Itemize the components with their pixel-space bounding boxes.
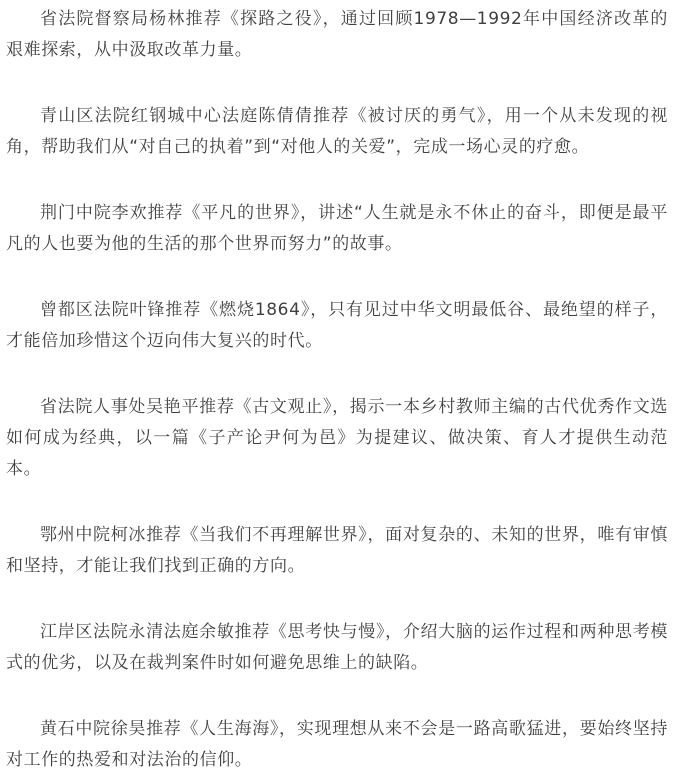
paragraph-6: 鄂州中院柯冰推荐《当我们不再理解世界》，面对复杂的、未知的世界，唯有审慎和坚持，才能让我们找到正确的方向。 — [6, 525, 668, 576]
paragraph-gap — [6, 679, 668, 714]
paragraph-2: 青山区法院红钢城中心法庭陈倩倩推荐《被讨厌的勇气》，用一个从未发现的视角，帮助我们从“对自己的执着”到“对他人的关爱”，完成一场心灵的疗愈。 — [6, 106, 668, 157]
paragraph-1: 省法院督察局杨林推荐《探路之役》，通过回顾1978—1992年中国经济改革的艰难探索，从中汲取改革力量。 — [6, 9, 668, 60]
paragraph-gap — [6, 260, 668, 295]
paragraph-8: 黄石中院徐昊推荐《人生海海》，实现理想从来不会是一路高歌猛进，要始终坚持对工作的热爱和对法治的信仰。 — [6, 719, 668, 770]
paragraph-gap — [6, 485, 668, 520]
paragraph-gap — [6, 582, 668, 617]
paragraph-4: 曾都区法院叶锋推荐《燃烧1864》，只有见过中华文明最低谷、最绝望的样子，才能倍加珍惜这个迈向伟大复兴的时代。 — [6, 300, 668, 351]
paragraph-gap — [6, 66, 668, 101]
paragraph-7: 江岸区法院永清法庭余敏推荐《思考快与慢》，介绍大脑的运作过程和两种思考模式的优劣，以及在裁判案件时如何避免思维上的缺陷。 — [6, 622, 668, 673]
paragraph-5: 省法院人事处吴艳平推荐《古文观止》，揭示一本乡村教师主编的古代优秀作文选如何成为经典，以一篇《子产论尹何为邑》为提建议、做决策、育人才提供生动范本。 — [6, 397, 668, 479]
paragraph-gap — [6, 357, 668, 392]
paragraph-gap — [6, 163, 668, 198]
paragraph-3: 荆门中院李欢推荐《平凡的世界》，讲述“人生就是永不休止的奋斗，即便是最平凡的人也要为他的生活的那个世界而努力”的故事。 — [6, 203, 668, 254]
